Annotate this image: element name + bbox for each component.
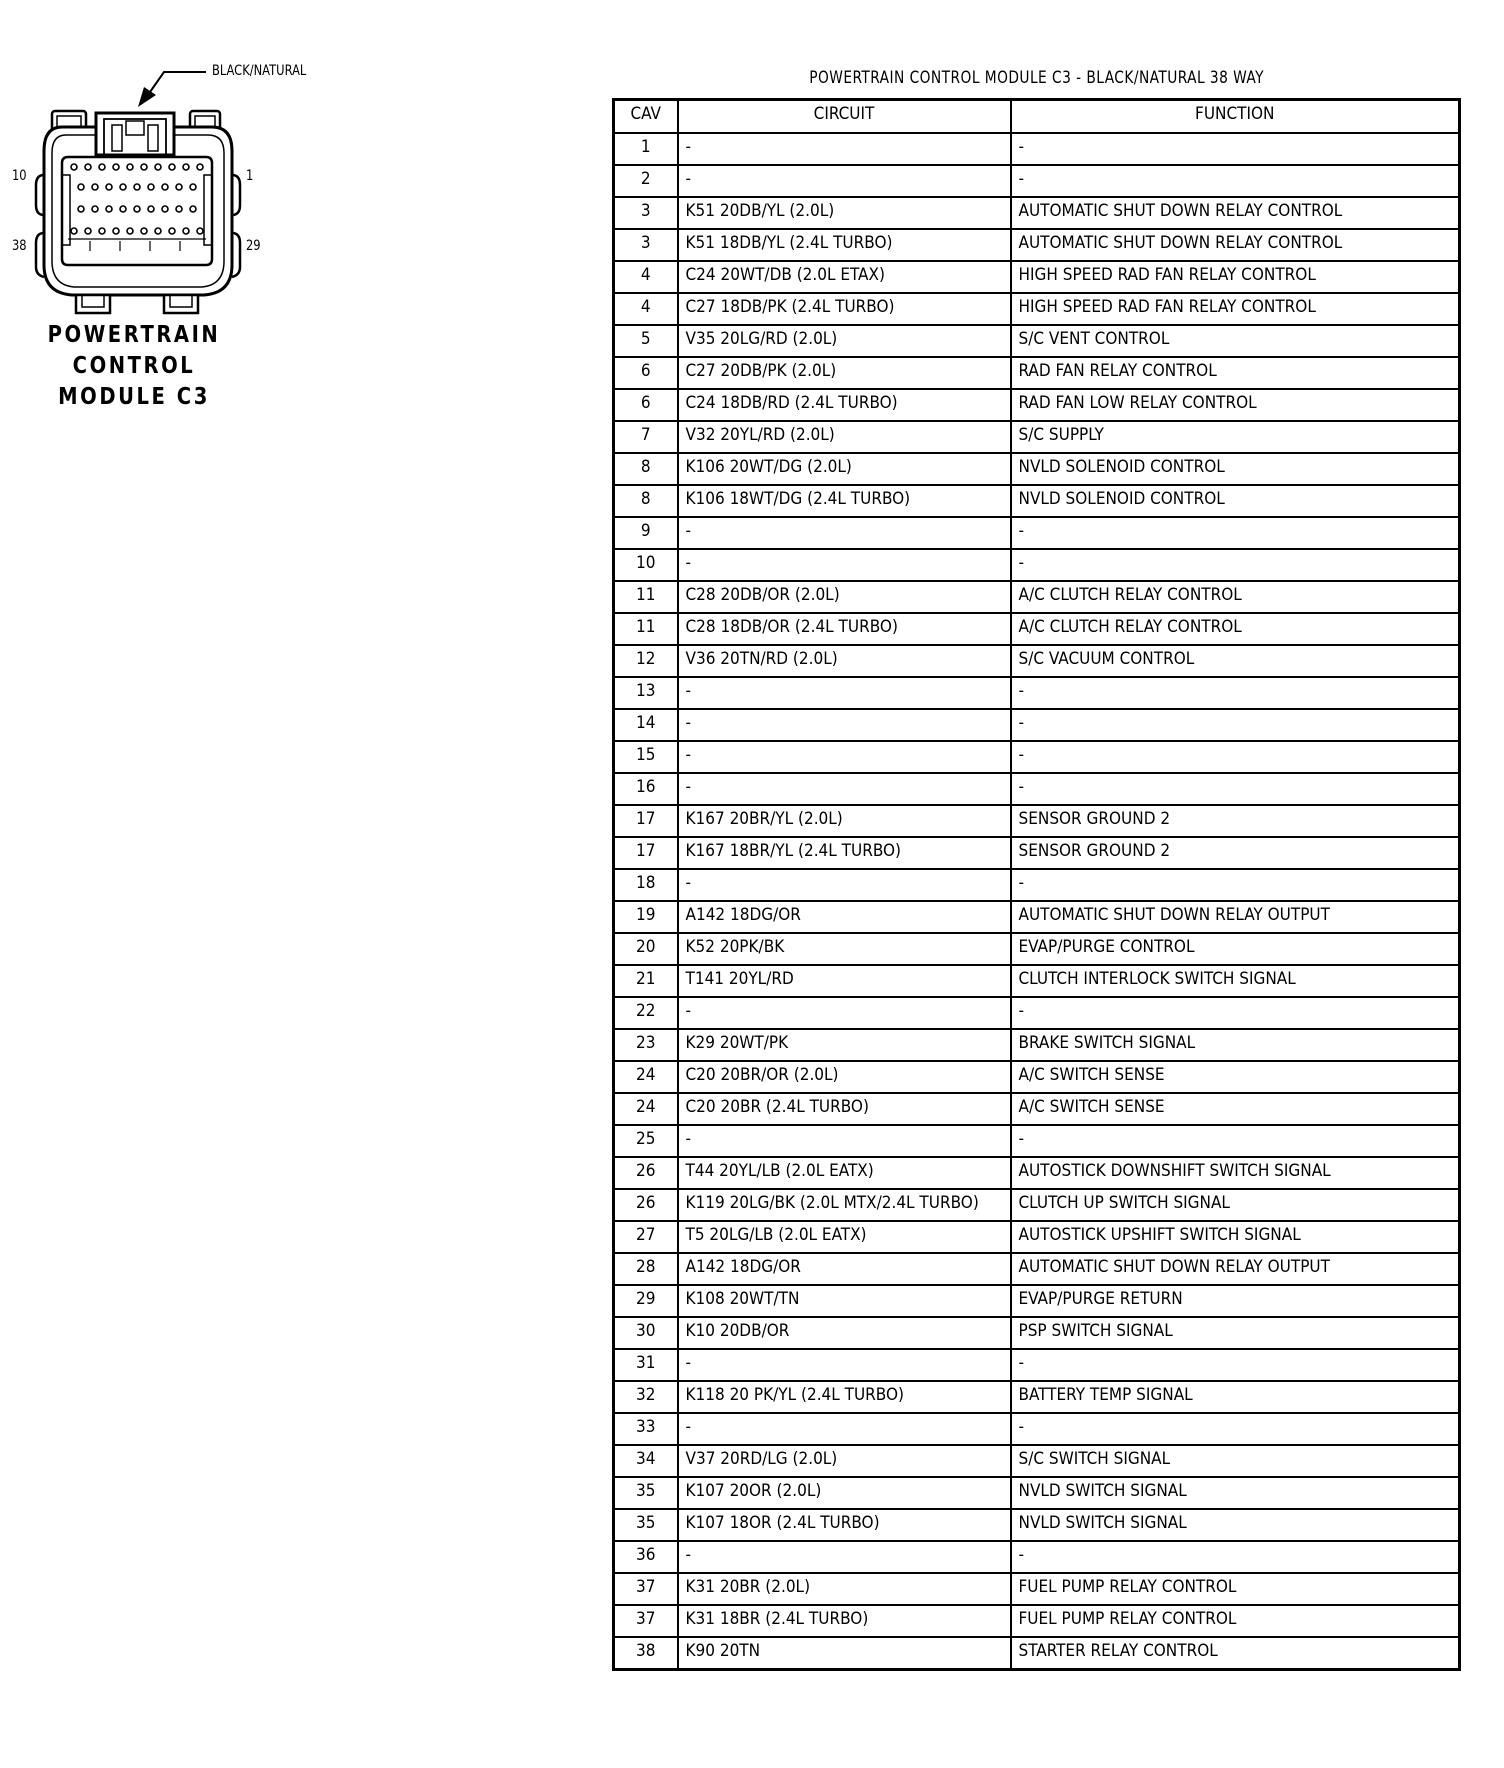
- cav-cell: 8: [614, 485, 678, 517]
- function-cell: -: [1011, 1349, 1460, 1381]
- function-cell: S/C SUPPLY: [1011, 421, 1460, 453]
- table-row: [614, 421, 1460, 453]
- function-cell: -: [1011, 869, 1460, 901]
- circuit-cell: V37 20RD/LG (2.0L): [678, 1445, 1011, 1477]
- connector-illustration: [0, 55, 360, 315]
- function-cell: RAD FAN RELAY CONTROL: [1011, 357, 1460, 389]
- function-cell: AUTOMATIC SHUT DOWN RELAY CONTROL: [1011, 229, 1460, 261]
- table-row: [614, 1157, 1460, 1189]
- pin-label-1: 1: [246, 168, 254, 184]
- table-row: [614, 805, 1460, 837]
- table-header-row: [614, 100, 1460, 134]
- function-cell: RAD FAN LOW RELAY CONTROL: [1011, 389, 1460, 421]
- function-cell: AUTOSTICK DOWNSHIFT SWITCH SIGNAL: [1011, 1157, 1460, 1189]
- table-row: [614, 709, 1460, 741]
- function-cell: S/C VACUUM CONTROL: [1011, 645, 1460, 677]
- table-row: [614, 1029, 1460, 1061]
- function-cell: BATTERY TEMP SIGNAL: [1011, 1381, 1460, 1413]
- circuit-cell: K31 18BR (2.4L TURBO): [678, 1605, 1011, 1637]
- table-title-text: POWERTRAIN CONTROL MODULE C3 - BLACK/NATURAL 38 WAY: [809, 68, 1264, 88]
- cav-cell: 8: [614, 453, 678, 485]
- table-row: [614, 165, 1460, 197]
- cav-cell: 12: [614, 645, 678, 677]
- circuit-cell: K107 18OR (2.4L TURBO): [678, 1509, 1011, 1541]
- cav-cell: 20: [614, 933, 678, 965]
- circuit-cell: C24 18DB/RD (2.4L TURBO): [678, 389, 1011, 421]
- circuit-cell: V35 20LG/RD (2.0L): [678, 325, 1011, 357]
- table-row: [614, 293, 1460, 325]
- cav-cell: 4: [614, 261, 678, 293]
- circuit-cell: K90 20TN: [678, 1637, 1011, 1670]
- cav-cell: 9: [614, 517, 678, 549]
- function-cell: NVLD SOLENOID CONTROL: [1011, 485, 1460, 517]
- table-row: [614, 1189, 1460, 1221]
- table-row: [614, 1285, 1460, 1317]
- circuit-cell: C27 20DB/PK (2.0L): [678, 357, 1011, 389]
- function-cell: CLUTCH INTERLOCK SWITCH SIGNAL: [1011, 965, 1460, 997]
- circuit-cell: -: [678, 1349, 1011, 1381]
- function-cell: AUTOMATIC SHUT DOWN RELAY OUTPUT: [1011, 901, 1460, 933]
- circuit-cell: C24 20WT/DB (2.0L ETAX): [678, 261, 1011, 293]
- circuit-cell: K52 20PK/BK: [678, 933, 1011, 965]
- table-row: [614, 997, 1460, 1029]
- circuit-cell: -: [678, 517, 1011, 549]
- function-cell: S/C SWITCH SIGNAL: [1011, 1445, 1460, 1477]
- circuit-cell: -: [678, 549, 1011, 581]
- cav-cell: 26: [614, 1157, 678, 1189]
- cav-cell: 23: [614, 1029, 678, 1061]
- function-cell: -: [1011, 133, 1460, 165]
- circuit-cell: -: [678, 165, 1011, 197]
- table-row: [614, 1221, 1460, 1253]
- circuit-cell: K29 20WT/PK: [678, 1029, 1011, 1061]
- circuit-cell: -: [678, 869, 1011, 901]
- cav-cell: 15: [614, 741, 678, 773]
- circuit-cell: K106 18WT/DG (2.4L TURBO): [678, 485, 1011, 517]
- function-cell: -: [1011, 709, 1460, 741]
- cav-cell: 13: [614, 677, 678, 709]
- circuit-cell: K108 20WT/TN: [678, 1285, 1011, 1317]
- table-row: [614, 581, 1460, 613]
- function-cell: -: [1011, 165, 1460, 197]
- circuit-cell: C28 20DB/OR (2.0L): [678, 581, 1011, 613]
- cav-cell: 6: [614, 389, 678, 421]
- circuit-cell: C27 18DB/PK (2.4L TURBO): [678, 293, 1011, 325]
- table-row: [614, 485, 1460, 517]
- cav-cell: 26: [614, 1189, 678, 1221]
- circuit-cell: -: [678, 133, 1011, 165]
- cav-cell: 14: [614, 709, 678, 741]
- circuit-cell: -: [678, 773, 1011, 805]
- circuit-cell: C20 20BR/OR (2.0L): [678, 1061, 1011, 1093]
- cav-cell: 18: [614, 869, 678, 901]
- table-row: [614, 1573, 1460, 1605]
- cav-cell: 30: [614, 1317, 678, 1349]
- circuit-cell: K167 20BR/YL (2.0L): [678, 805, 1011, 837]
- connector-name-line: POWERTRAIN: [47, 322, 221, 348]
- table-title: [614, 68, 1459, 88]
- circuit-cell: A142 18DG/OR: [678, 901, 1011, 933]
- connector-color-label: BLACK/NATURAL: [212, 63, 307, 79]
- circuit-cell: T44 20YL/LB (2.0L EATX): [678, 1157, 1011, 1189]
- cav-cell: 34: [614, 1445, 678, 1477]
- function-cell: NVLD SWITCH SIGNAL: [1011, 1509, 1460, 1541]
- table-row: [614, 1253, 1460, 1285]
- table-row: [614, 645, 1460, 677]
- function-cell: -: [1011, 549, 1460, 581]
- cav-cell: 16: [614, 773, 678, 805]
- cav-cell: 2: [614, 165, 678, 197]
- function-cell: PSP SWITCH SIGNAL: [1011, 1317, 1460, 1349]
- function-cell: SENSOR GROUND 2: [1011, 805, 1460, 837]
- table-row: [614, 965, 1460, 997]
- table-row: [614, 1509, 1460, 1541]
- table-row: [614, 1413, 1460, 1445]
- table-row: [614, 389, 1460, 421]
- pin-label-29: 29: [246, 238, 261, 254]
- function-cell: HIGH SPEED RAD FAN RELAY CONTROL: [1011, 293, 1460, 325]
- table-row: [614, 933, 1460, 965]
- table-row: [614, 1381, 1460, 1413]
- cav-cell: 17: [614, 837, 678, 869]
- cav-cell: 19: [614, 901, 678, 933]
- function-cell: -: [1011, 677, 1460, 709]
- circuit-cell: K51 20DB/YL (2.0L): [678, 197, 1011, 229]
- table-row: [614, 261, 1460, 293]
- cav-cell: 29: [614, 1285, 678, 1317]
- connector-name-line: CONTROL: [72, 353, 196, 379]
- circuit-cell: K118 20 PK/YL (2.4L TURBO): [678, 1381, 1011, 1413]
- cav-cell: 7: [614, 421, 678, 453]
- circuit-cell: V32 20YL/RD (2.0L): [678, 421, 1011, 453]
- function-cell: AUTOMATIC SHUT DOWN RELAY CONTROL: [1011, 197, 1460, 229]
- table-row: [614, 1317, 1460, 1349]
- header-cav: CAV: [614, 100, 678, 134]
- function-cell: -: [1011, 997, 1460, 1029]
- table-row: [614, 1541, 1460, 1573]
- table-row: [614, 357, 1460, 389]
- function-cell: FUEL PUMP RELAY CONTROL: [1011, 1605, 1460, 1637]
- function-cell: A/C CLUTCH RELAY CONTROL: [1011, 581, 1460, 613]
- table-row: [614, 1093, 1460, 1125]
- function-cell: EVAP/PURGE RETURN: [1011, 1285, 1460, 1317]
- function-cell: A/C SWITCH SENSE: [1011, 1061, 1460, 1093]
- header-circuit: CIRCUIT: [678, 100, 1011, 134]
- cav-cell: 5: [614, 325, 678, 357]
- cav-cell: 1: [614, 133, 678, 165]
- table-row: [614, 1061, 1460, 1093]
- function-cell: -: [1011, 517, 1460, 549]
- table-row: [614, 1445, 1460, 1477]
- table-row: [614, 1349, 1460, 1381]
- function-cell: A/C SWITCH SENSE: [1011, 1093, 1460, 1125]
- pinout-table: [612, 98, 1461, 1671]
- table-row: [614, 517, 1460, 549]
- table-row: [614, 229, 1460, 261]
- circuit-cell: -: [678, 1541, 1011, 1573]
- cav-cell: 22: [614, 997, 678, 1029]
- table-body: [614, 133, 1460, 1670]
- circuit-cell: -: [678, 741, 1011, 773]
- cav-cell: 3: [614, 229, 678, 261]
- cav-cell: 10: [614, 549, 678, 581]
- function-cell: HIGH SPEED RAD FAN RELAY CONTROL: [1011, 261, 1460, 293]
- function-cell: -: [1011, 1125, 1460, 1157]
- circuit-cell: -: [678, 997, 1011, 1029]
- cav-cell: 28: [614, 1253, 678, 1285]
- table-row: [614, 133, 1460, 165]
- function-cell: AUTOMATIC SHUT DOWN RELAY OUTPUT: [1011, 1253, 1460, 1285]
- function-cell: S/C VENT CONTROL: [1011, 325, 1460, 357]
- circuit-cell: -: [678, 1413, 1011, 1445]
- circuit-cell: A142 18DG/OR: [678, 1253, 1011, 1285]
- cav-cell: 17: [614, 805, 678, 837]
- function-cell: SENSOR GROUND 2: [1011, 837, 1460, 869]
- circuit-cell: C28 18DB/OR (2.4L TURBO): [678, 613, 1011, 645]
- function-cell: CLUTCH UP SWITCH SIGNAL: [1011, 1189, 1460, 1221]
- table-row: [614, 1605, 1460, 1637]
- table-row: [614, 773, 1460, 805]
- circuit-cell: T5 20LG/LB (2.0L EATX): [678, 1221, 1011, 1253]
- cav-cell: 31: [614, 1349, 678, 1381]
- header-function: FUNCTION: [1011, 100, 1460, 134]
- table-row: [614, 325, 1460, 357]
- table-row: [614, 197, 1460, 229]
- table-row: [614, 453, 1460, 485]
- circuit-cell: K31 20BR (2.0L): [678, 1573, 1011, 1605]
- function-cell: -: [1011, 773, 1460, 805]
- cav-cell: 24: [614, 1093, 678, 1125]
- table-row: [614, 869, 1460, 901]
- cav-cell: 4: [614, 293, 678, 325]
- cav-cell: 21: [614, 965, 678, 997]
- function-cell: -: [1011, 1541, 1460, 1573]
- function-cell: BRAKE SWITCH SIGNAL: [1011, 1029, 1460, 1061]
- table-row: [614, 837, 1460, 869]
- circuit-cell: K106 20WT/DG (2.0L): [678, 453, 1011, 485]
- table-row: [614, 549, 1460, 581]
- cav-cell: 35: [614, 1509, 678, 1541]
- circuit-cell: K51 18DB/YL (2.4L TURBO): [678, 229, 1011, 261]
- cav-cell: 3: [614, 197, 678, 229]
- cav-cell: 38: [614, 1637, 678, 1670]
- connector-name-line: MODULE C3: [58, 384, 210, 410]
- function-cell: -: [1011, 741, 1460, 773]
- cav-cell: 37: [614, 1573, 678, 1605]
- function-cell: EVAP/PURGE CONTROL: [1011, 933, 1460, 965]
- circuit-cell: K119 20LG/BK (2.0L MTX/2.4L TURBO): [678, 1189, 1011, 1221]
- circuit-cell: V36 20TN/RD (2.0L): [678, 645, 1011, 677]
- cav-cell: 11: [614, 581, 678, 613]
- table-row: [614, 1477, 1460, 1509]
- table-row: [614, 613, 1460, 645]
- function-cell: STARTER RELAY CONTROL: [1011, 1637, 1460, 1670]
- circuit-cell: C20 20BR (2.4L TURBO): [678, 1093, 1011, 1125]
- function-cell: NVLD SWITCH SIGNAL: [1011, 1477, 1460, 1509]
- cav-cell: 25: [614, 1125, 678, 1157]
- table-row: [614, 1125, 1460, 1157]
- cav-cell: 36: [614, 1541, 678, 1573]
- table-row: [614, 1637, 1460, 1670]
- circuit-cell: -: [678, 709, 1011, 741]
- function-cell: FUEL PUMP RELAY CONTROL: [1011, 1573, 1460, 1605]
- cav-cell: 35: [614, 1477, 678, 1509]
- table-row: [614, 901, 1460, 933]
- function-cell: A/C CLUTCH RELAY CONTROL: [1011, 613, 1460, 645]
- function-cell: AUTOSTICK UPSHIFT SWITCH SIGNAL: [1011, 1221, 1460, 1253]
- cav-cell: 11: [614, 613, 678, 645]
- cav-cell: 27: [614, 1221, 678, 1253]
- pin-label-10: 10: [12, 168, 27, 184]
- cav-cell: 33: [614, 1413, 678, 1445]
- pin-label-38: 38: [12, 238, 27, 254]
- circuit-cell: K10 20DB/OR: [678, 1317, 1011, 1349]
- connector-name: [24, 320, 244, 413]
- circuit-cell: -: [678, 677, 1011, 709]
- circuit-cell: T141 20YL/RD: [678, 965, 1011, 997]
- circuit-cell: K167 18BR/YL (2.4L TURBO): [678, 837, 1011, 869]
- function-cell: -: [1011, 1413, 1460, 1445]
- circuit-cell: K107 20OR (2.0L): [678, 1477, 1011, 1509]
- circuit-cell: -: [678, 1125, 1011, 1157]
- cav-cell: 32: [614, 1381, 678, 1413]
- connector-face-drawing: [0, 55, 360, 315]
- function-cell: NVLD SOLENOID CONTROL: [1011, 453, 1460, 485]
- cav-cell: 6: [614, 357, 678, 389]
- table-row: [614, 741, 1460, 773]
- cav-cell: 37: [614, 1605, 678, 1637]
- cav-cell: 24: [614, 1061, 678, 1093]
- table-row: [614, 677, 1460, 709]
